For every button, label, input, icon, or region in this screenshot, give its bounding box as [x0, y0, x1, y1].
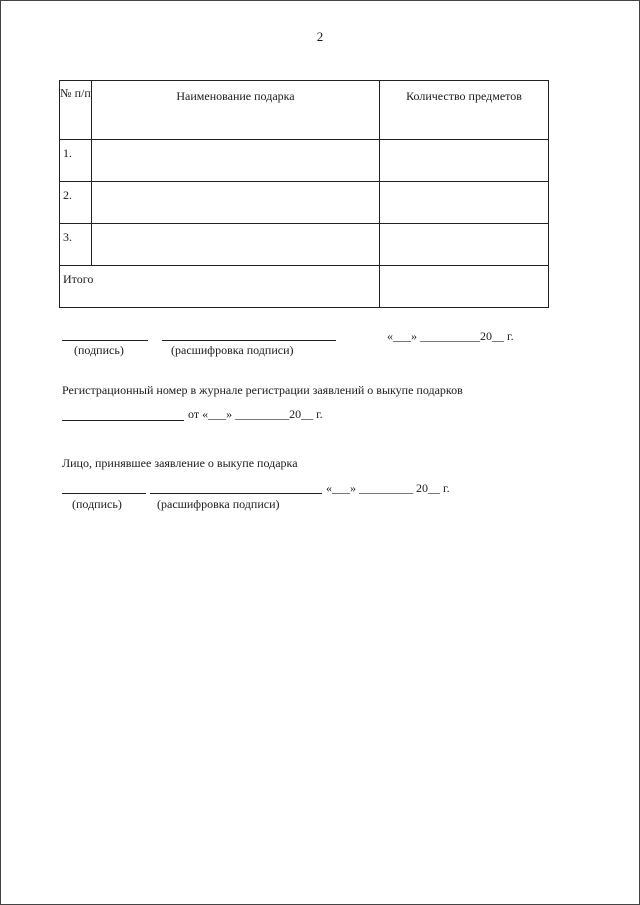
decoding-caption-1: (расшифровка подписи): [171, 343, 294, 357]
row-quantity-cell[interactable]: [380, 224, 549, 266]
row-quantity-cell[interactable]: [380, 140, 549, 182]
date-line-2[interactable]: «___» _________ 20__ г.: [326, 481, 450, 495]
header-number: [60, 81, 92, 140]
table-row: [60, 182, 549, 224]
row-number: 3.: [60, 224, 92, 266]
row-gift-name-cell[interactable]: [92, 224, 380, 266]
row-gift-name-cell[interactable]: [92, 182, 380, 224]
header-number-label: № п/п: [60, 86, 91, 100]
table-header-row: [60, 81, 549, 140]
row-number: 2.: [60, 182, 92, 224]
signature-line-1[interactable]: [62, 340, 148, 341]
decoding-line-1[interactable]: [162, 340, 336, 341]
total-quantity-cell[interactable]: [380, 266, 549, 308]
registration-date[interactable]: от «___» _________20__ г.: [188, 407, 323, 421]
decoding-caption-2: (расшифровка подписи): [157, 497, 280, 511]
decoding-line-2[interactable]: [150, 493, 322, 494]
header-quantity: Количество предметов: [380, 81, 549, 140]
registration-number-line[interactable]: [62, 420, 184, 421]
acceptor-label: Лицо, принявшее заявление о выкупе подарка: [62, 456, 298, 470]
signature-line-2[interactable]: [62, 493, 146, 494]
gifts-table: [59, 80, 549, 308]
header-gift-name: Наименование подарка: [92, 81, 380, 140]
row-gift-name-cell[interactable]: [92, 140, 380, 182]
table-row: [60, 224, 549, 266]
registration-label: Регистрационный номер в журнале регистрации заявлений о выкупе подарков: [62, 383, 463, 397]
row-quantity-cell[interactable]: [380, 182, 549, 224]
date-line-1[interactable]: «___» __________20__ г.: [387, 329, 514, 343]
table-total-row: [60, 266, 549, 308]
row-number: 1.: [60, 140, 92, 182]
page-number: 2: [316, 29, 324, 44]
signature-caption-1: (подпись): [74, 343, 124, 357]
total-label: Итого: [60, 266, 380, 308]
table-row: [60, 140, 549, 182]
signature-caption-2: (подпись): [72, 497, 122, 511]
